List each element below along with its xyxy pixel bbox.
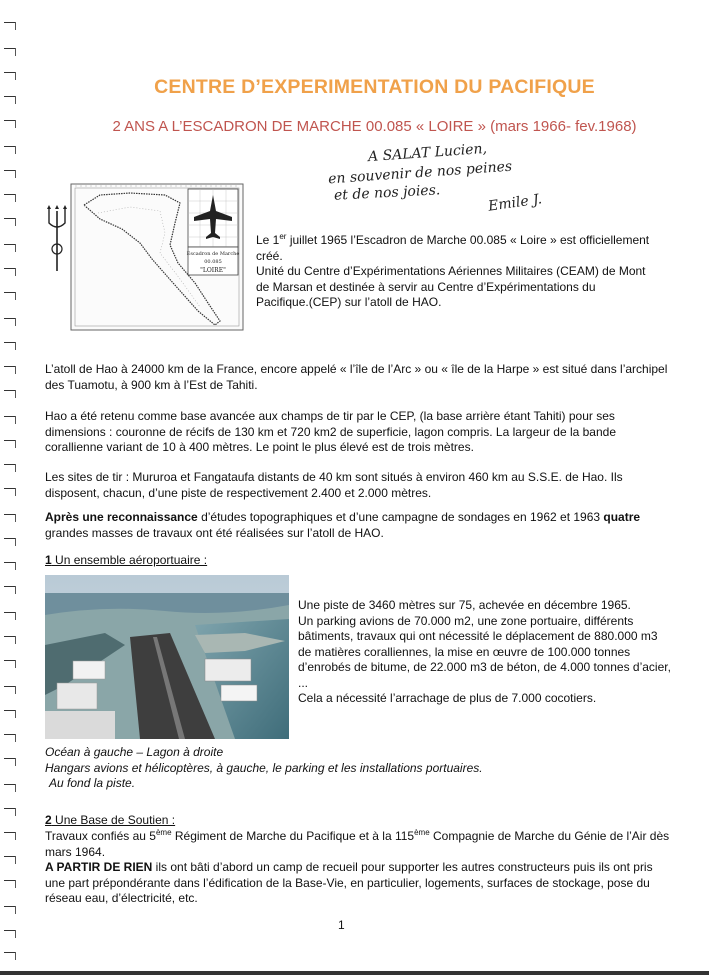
dedication-line-1: A SALAT Lucien, xyxy=(367,140,488,166)
section-2-line-1: Travaux confiés au 5ème Régiment de Marche du Pacifique et à la 115ème Compagnie de Marche du Génie de l’Air dès mars 1964. xyxy=(45,828,670,859)
paragraph-test-sites: Les sites de tir : Mururoa et Fangataufa distants de 40 km sont situés à environ 460 km au S.S.E. de Hao. Ils disposent, chacun, d’une piste de respectivement 2.400 et 2.000 mètres. xyxy=(45,470,623,500)
paragraph-works: Après une reconnaissance d’études topographiques et d’une campagne de sondages en 1962 et 1963 quatre grandes masses de travaux ont été réalisées sur l’atoll de HAO. xyxy=(45,510,641,540)
dedication-line-3: et de nos joies. xyxy=(333,182,441,204)
insignia-line-2: 00.085 xyxy=(204,259,222,265)
caption-line-3: Au fond la piste. xyxy=(49,776,136,790)
intro-line-2: Unité du Centre d’Expérimentations Aériennes Militaires (CEAM) de Mont de Marsan et destinée à servir au Centre d’Expérimentations du Pacifique.(CEP) sur l’atoll de HAO. xyxy=(256,264,646,309)
coconut-text: Cela a nécessité l’arrachage de plus de 7.000 cocotiers. xyxy=(298,691,597,705)
handwritten-dedication xyxy=(327,140,568,225)
section-2-line-2: A PARTIR DE RIEN ils ont bâti d’abord un camp de recueil pour supporter les autres constructeurs puis ils ont pris une part prépondérante dans l’édification de la Base-Vie, en particulier, logements, surfaces de stockage, pose du réseau eau, d’électricité, etc. xyxy=(45,860,653,905)
trident-icon xyxy=(46,203,68,273)
page-bottom-edge xyxy=(0,971,709,975)
page-number: 1 xyxy=(338,918,345,932)
section-1-heading: 1 Un ensemble aéroportuaire : xyxy=(45,553,208,567)
caption-line-2: Hangars avions et hélicoptères, à gauche, le parking et les installations portuaires. xyxy=(45,760,483,775)
insignia-line-3: "LOIRE" xyxy=(200,267,226,274)
intro-line-1: Le 1er juillet 1965 l’Escadron de Marche 00.085 « Loire » est officiellement créé. xyxy=(256,232,650,263)
intro-text xyxy=(256,233,651,311)
insignia-line-1: Escadron de Marche xyxy=(186,251,240,257)
paragraph-base-selection: Hao a été retenu comme base avancée aux champs de tir par le CEP, (la base arrière étant Tahiti) pour ses dimensions : couronne de récifs de 130 km et 720 km2 de superficie, lagon compris. La largeur de la bande corallienne variant de 10 à 400 mètres. Le point le plus élevé est de trois mètres. xyxy=(45,409,616,454)
section-2-heading: 2 Une Base de Soutien : xyxy=(45,813,176,827)
photo-caption xyxy=(45,745,605,792)
spiral-binding xyxy=(0,0,24,975)
caption-line-1: Océan à gauche – Lagon à droite xyxy=(45,745,224,759)
dedication-line-2: en souvenir de nos peines xyxy=(327,158,513,188)
page-title: CENTRE D’EXPERIMENTATION DU PACIFIQUE xyxy=(154,76,595,98)
signature: Emile J. xyxy=(487,191,544,215)
parking-text: Un parking avions de 70.000 m2, une zone portuaire, différents bâtiments, travaux qui ont nécessité le déplacement de 880.000 m3 de matières coralliennes, la mise en œuvre de 100.000 tonnes d’enrobés de bitume, de 22.000 m3 de béton, de 4.000 tonnes d’acier, ... xyxy=(298,613,671,690)
airfield-description xyxy=(298,598,673,707)
airfield-photo xyxy=(45,575,289,739)
atoll-map xyxy=(70,183,244,331)
runway-text: Une piste de 3460 mètres sur 75, achevée en décembre 1965. xyxy=(298,598,631,612)
page-subtitle: 2 ANS A L’ESCADRON DE MARCHE 00.085 « LOIRE » (mars 1966- fev.1968) xyxy=(112,118,637,135)
paragraph-atoll-location: L’atoll de Hao à 24000 km de la France, encore appelé « l’île de l’Arc » ou « île de la Harpe » est situé dans l’archipel des Tuamotu, à 900 km à l’Est de Tahiti. xyxy=(45,362,668,392)
